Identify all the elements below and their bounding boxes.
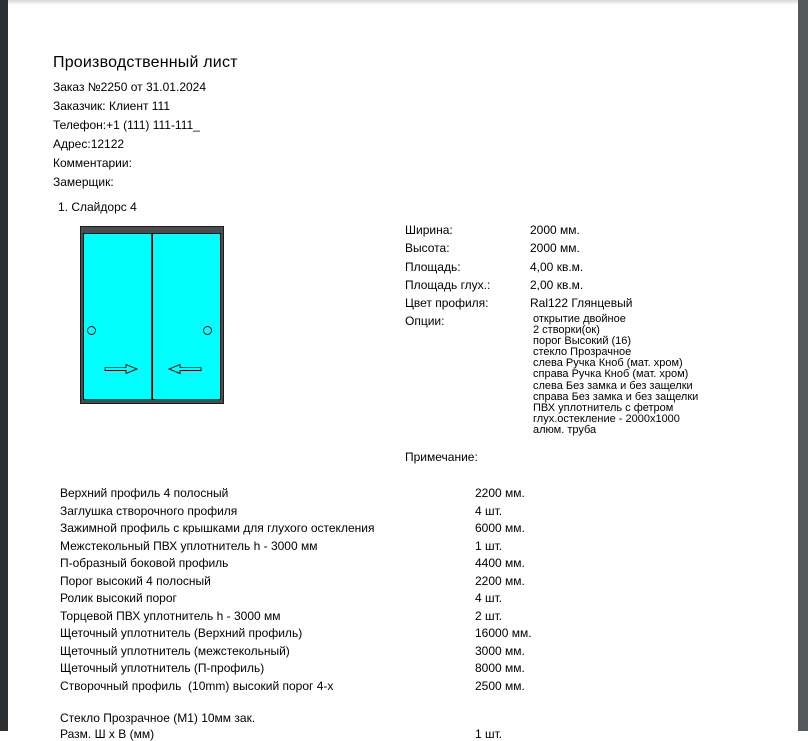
option-line: стекло Прозрачное: [533, 346, 632, 359]
param-row: [405, 223, 745, 241]
options-label: Опции:: [405, 314, 445, 328]
material-qty: 1 шт.: [475, 727, 503, 741]
option-line: справа Без замка и без защелки: [533, 390, 699, 403]
handle-circle-icon: [87, 326, 96, 335]
materials-list: [60, 486, 780, 696]
material-name: Щеточный уплотнитель (Верхний профиль): [60, 626, 303, 640]
header-line: Телефон:+1 (111) 111-111_: [53, 118, 200, 132]
param-label: Ширина:: [405, 223, 453, 237]
material-name: Верхний профиль 4 полосный: [60, 486, 229, 500]
material-name: Торцевой ПВХ уплотнитель h - 3000 мм: [60, 608, 281, 623]
option-line: слева Ручка Кноб (мат. хром): [533, 357, 683, 370]
arrow-right-icon: [105, 364, 138, 374]
header-line: Комментарии:: [53, 156, 132, 170]
param-row: [405, 278, 745, 296]
material-name: Ролик высокий порог: [60, 591, 177, 605]
option-line: алюм. труба: [533, 423, 597, 436]
material-qty: 3000 мм.: [475, 643, 525, 658]
material-name: Створочный профиль (10mm) высокий порог 4-х: [60, 678, 334, 693]
material-row: [60, 504, 780, 522]
material-qty: 2 шт.: [475, 608, 503, 623]
material-name: Разм. Ш х В (мм): [60, 727, 155, 741]
window-left-edge: [0, 0, 8, 731]
option-line: открытие двойное: [533, 313, 626, 325]
material-name: Порог высокий 4 полосный: [60, 573, 211, 588]
option-line: ПВХ уплотнитель с фетром: [533, 401, 674, 414]
options-list: [530, 314, 698, 436]
material-qty: 2200 мм.: [475, 486, 525, 500]
param-row: [405, 241, 745, 259]
material-qty: 1 шт.: [475, 538, 503, 553]
material-row: [60, 591, 780, 609]
header-line: Замерщик:: [53, 175, 114, 189]
material-qty: 2200 мм.: [475, 573, 525, 588]
param-row: [405, 260, 745, 278]
material-row: [60, 574, 780, 592]
material-qty: 4 шт.: [475, 591, 503, 605]
header-line: Заказ №2250 от 31.01.2024: [53, 80, 207, 94]
material-name: Зажимной профиль с крышками для глухого остекления: [60, 521, 375, 535]
param-row: [405, 296, 745, 314]
param-value: 4,00 кв.м.: [530, 259, 584, 274]
material-name: Щеточный уплотнитель (П-профиль): [60, 661, 265, 675]
arrow-left-icon: [168, 364, 201, 374]
param-label: Высота:: [405, 241, 450, 256]
scrollbar-track[interactable]: [798, 0, 808, 731]
option-line: порог Высокий (16): [533, 335, 632, 348]
order-header: [53, 78, 206, 192]
param-label: Площадь:: [405, 259, 461, 274]
material-name: Щеточный уплотнитель (межстекольный): [60, 643, 290, 658]
material-qty: 16000 мм.: [475, 626, 532, 640]
param-value: 2000 мм.: [530, 223, 580, 237]
material-name: П-образный боковой профиль: [60, 556, 229, 570]
option-line: справа Ручка Кноб (мат. хром): [533, 368, 689, 381]
options-section: [405, 314, 755, 436]
header-line: Адрес:12122: [53, 137, 125, 151]
door-glass-area: [83, 233, 221, 400]
material-row: [60, 609, 780, 627]
truncated-glass-row: [60, 727, 780, 741]
page-title: Производственный лист: [53, 54, 238, 71]
handle-circle-icon: [203, 326, 212, 335]
material-name: Межстекольный ПВХ уплотнитель h - 3000 мм: [60, 538, 318, 553]
material-row: [60, 486, 780, 504]
material-qty: 6000 мм.: [475, 521, 525, 535]
material-qty: 4400 мм.: [475, 556, 525, 570]
material-row: [60, 644, 780, 662]
param-value: 2000 мм.: [530, 241, 580, 256]
top-edge-shadow: [0, 0, 808, 5]
item-params: [405, 223, 745, 314]
door-panel-divider: [151, 234, 153, 399]
material-name: Заглушка створочного профиля: [60, 503, 238, 518]
material-qty: 4 шт.: [475, 503, 503, 518]
material-qty: 8000 мм.: [475, 661, 525, 675]
param-value: 2,00 кв.м.: [530, 277, 584, 292]
param-label: Площадь глух.:: [405, 277, 491, 292]
material-row: [60, 521, 780, 539]
material-qty: 2500 мм.: [475, 678, 525, 693]
option-line: слева Без замка и без защелки: [533, 379, 693, 392]
note-label: Примечание:: [405, 450, 478, 464]
door-drawing: [80, 226, 224, 404]
item-heading: 1. Слайдорс 4: [58, 200, 137, 214]
param-value: Ral122 Глянцевый: [530, 296, 633, 311]
option-line: 2 створки(ок): [533, 324, 600, 337]
material-row: [60, 661, 780, 679]
material-row: [60, 626, 780, 644]
option-line: глух.остекление - 2000x1000: [533, 412, 680, 425]
material-row: [60, 679, 780, 697]
header-line: Заказчик: Клиент 111: [53, 99, 171, 113]
glass-section-title: Стекло Прозрачное (М1) 10мм зак.: [60, 711, 256, 725]
material-row: [60, 539, 780, 557]
material-row: [60, 556, 780, 574]
param-label: Цвет профиля:: [405, 296, 489, 311]
